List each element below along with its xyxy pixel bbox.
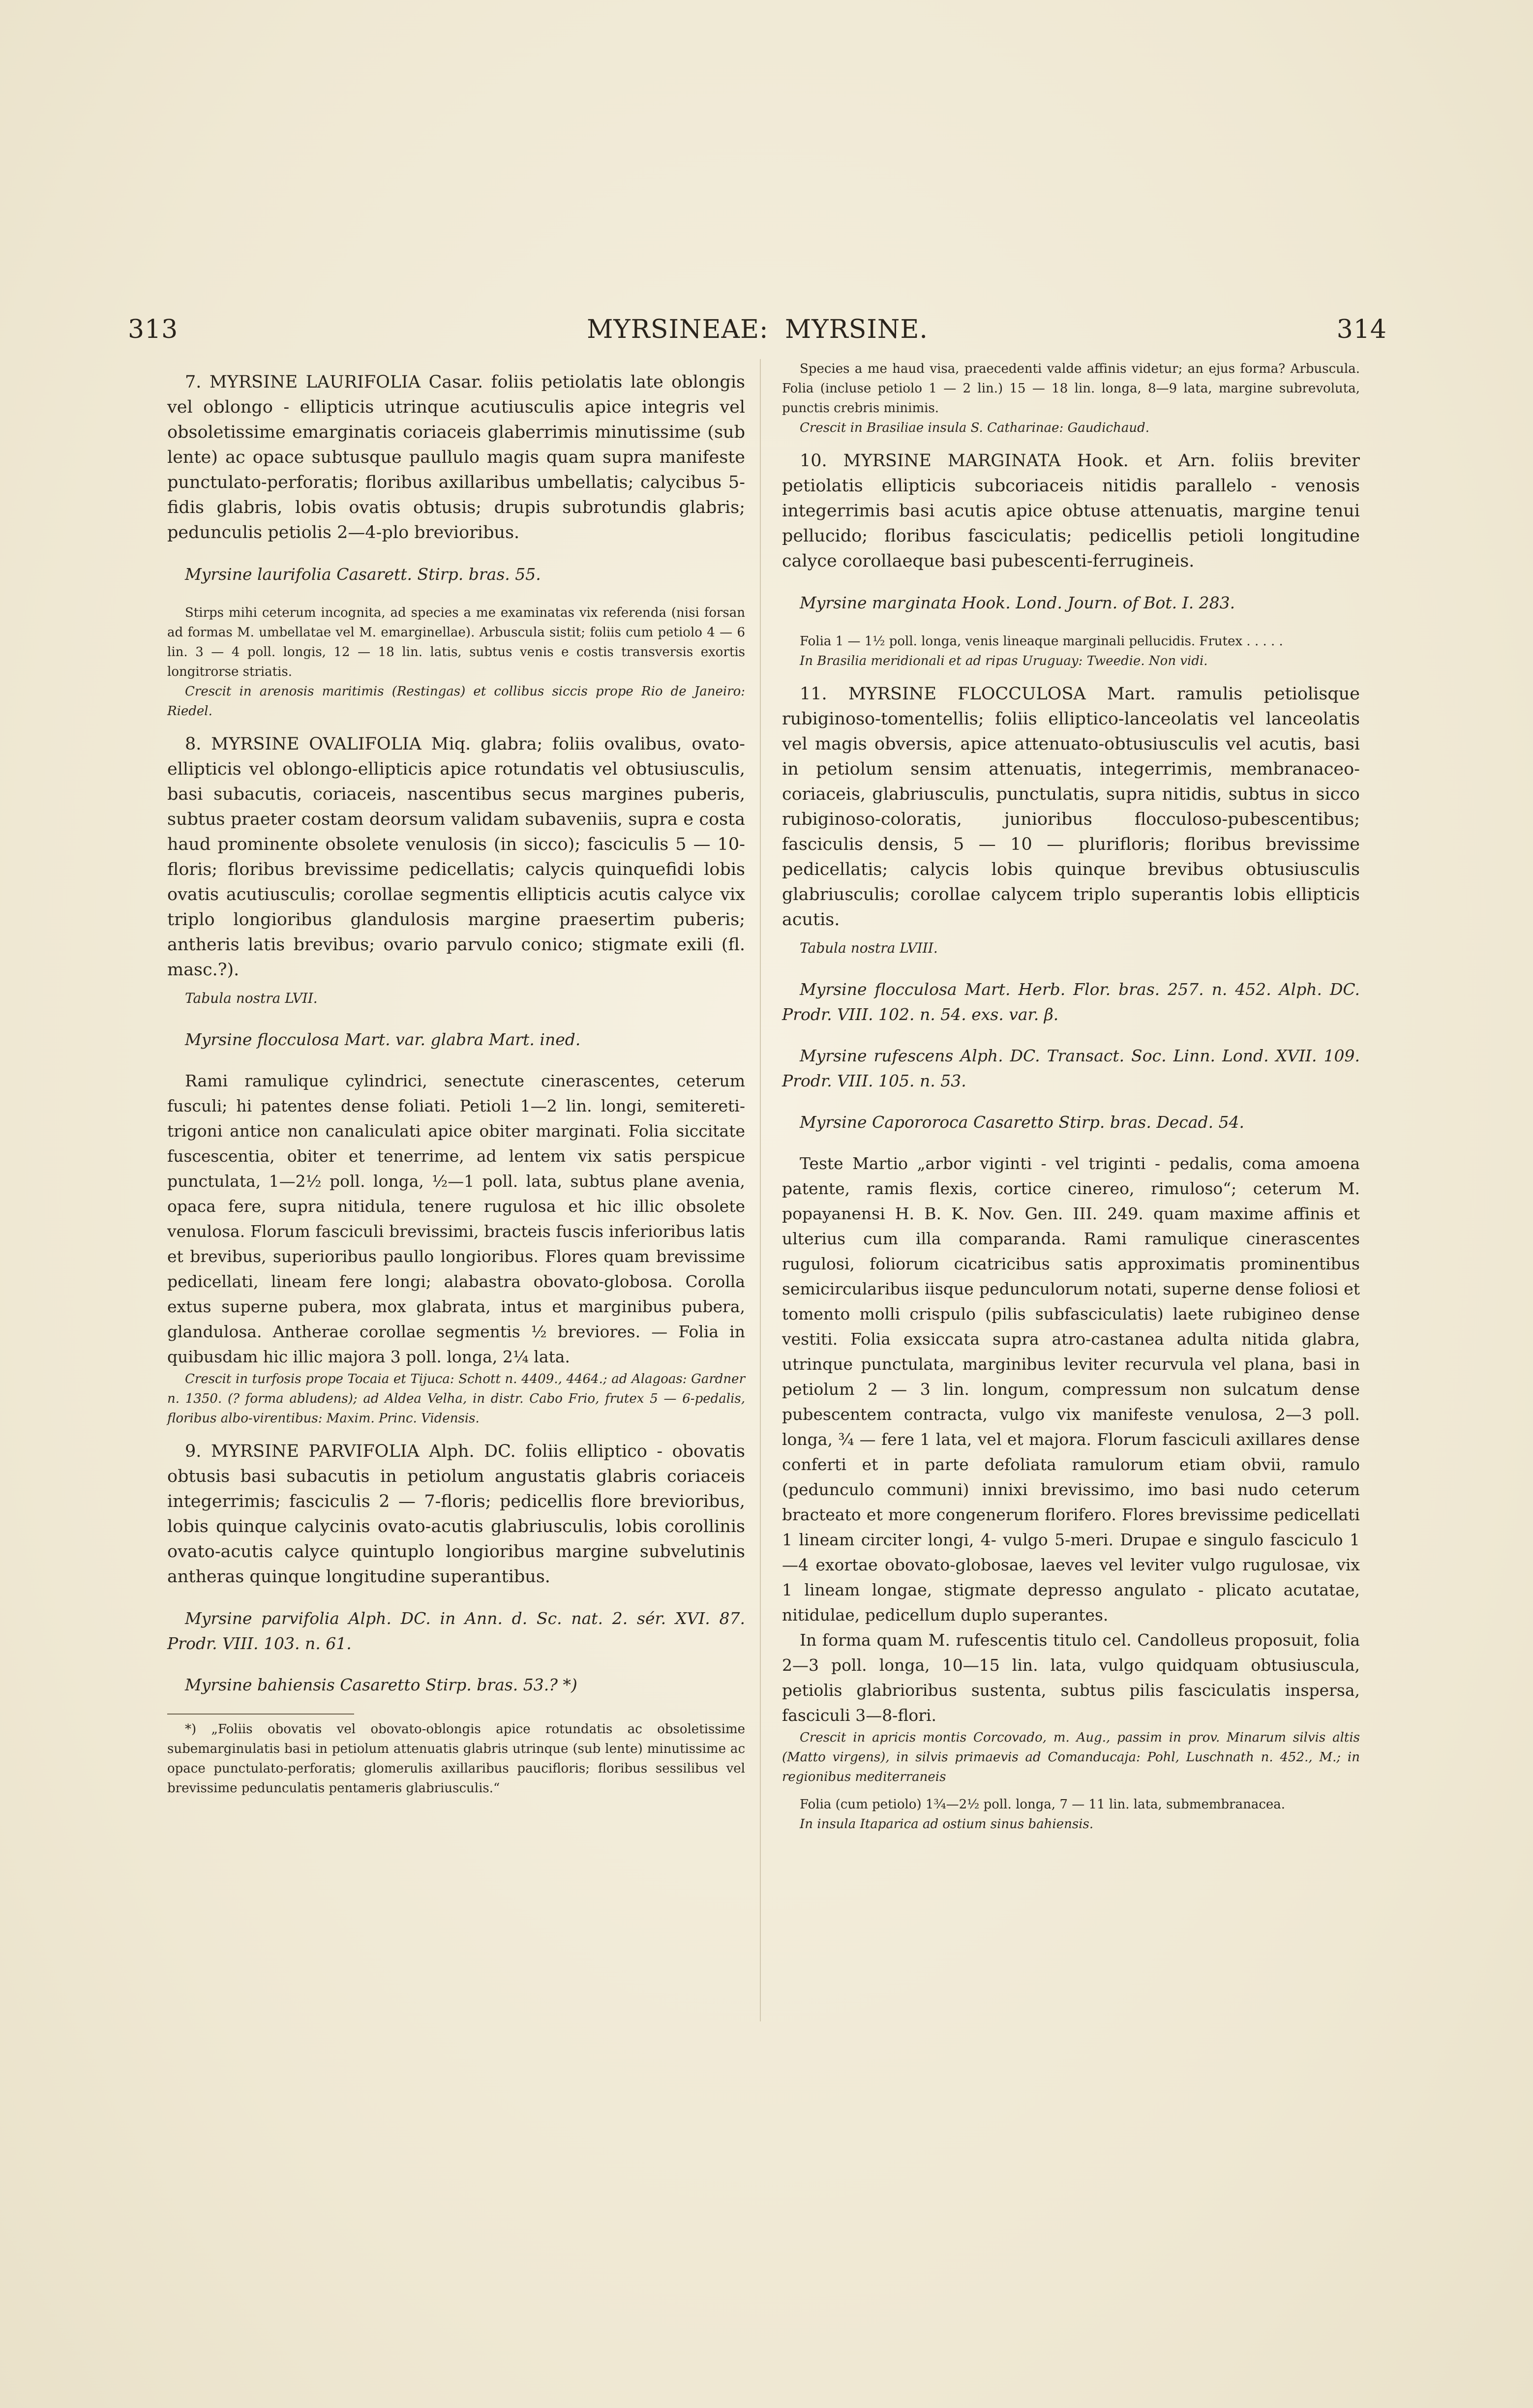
left-column bbox=[167, 359, 745, 1798]
species-9 bbox=[167, 1439, 745, 1798]
spacer bbox=[782, 1787, 1360, 1795]
species-8-description: Rami ramulique cylindrici, senectute cinerascentes, ceterum fusculi; hi patentes dense foliati. Petioli 1—2 lin. longi, semitereti-trigoni antice non canaliculati apice obiter marginati. Folia siccitate fuscescentia, obiter et tenerrime, ad lentem vix satis perspicue punctulata, 1—2½ poll. longa, ½—1 poll. lata, subtus plane avenia, opaca fere, supra nitidula, tenere rugulosa et hic illic obsolete venulosa. Florum fasciculi brevissimi, bracteis fuscis inferioribus latis et brevibus, superioribus paullo longioribus. Flores quam brevissime pedicellati, lineam fere longi; alabastra obovato-globosa. Corolla extus superne pubera, mox glabrata, intus et marginibus pubera, glandulosa. Antherae corollae segmentis ½ breviores. — Folia in quibusdam hic illic majora 3 poll. longa, 2¼ lata. bbox=[167, 1071, 745, 1366]
species-11-synonym-3: Myrsine Capororoca Casaretto Stirp. bras. Decad. 54. bbox=[800, 1113, 1245, 1132]
continued-habitat: Crescit in Brasiliae insula S. Catharinae: Gaudichaud. bbox=[800, 421, 1150, 435]
species-8-diagnosis: 8. MYRSINE OVALIFOLIA Miq. glabra; foliis ovalibus, ovato-ellipticis vel oblongo-ellipticis apice rotundatis vel obtusiusculis, basi subacutis, coriaceis, nascentibus secus margines puberis, subtus praeter costam deorsum validam subaveniis, supra e costa haud prominente obsolete venulosis (in sicco); fasciculis 5 — 10-floris; floribus brevissime pedicellatis; calycis quinquefidi lobis ovatis acutiusculis; corollae segmentis ellipticis acutis calyce vix triplo longioribus glandulosis margine praesertim puberis; antheris latis brevibus; ovario parvulo conico; stigmate exili (fl. masc.?). bbox=[167, 734, 745, 980]
running-header bbox=[128, 315, 1387, 359]
page-number-left: 313 bbox=[128, 315, 179, 344]
species-11-description: Teste Martio „arbor viginti - vel triginti - pedalis, coma amoena patente, ramis flexis, cortice cinereo, rimuloso“; ceterum M. popayanensi H. B. K. Nov. Gen. III. 249. quam maxime affinis et ulterius cum illa comparanda. Rami ramulique cinerascentes rugulosi, foliorum cicatricibus satis approximatis prominentibus semicircularibus iisque pedunculorum notati, superne dense foliosi et tomento molli crispulo (pilis subfasciculatis) laete rubigineo dense vestiti. Folia exsiccata supra atro-castanea adulta nitida glabra, utrinque punctulata, marginibus leviter recurvula vel plana, basi in petiolum 2 — 3 lin. longum, compressum non sulcatum dense pubescentem contracta, vulgo vix manifeste venulosa, 2—3 poll. longa, ¾ — fere 1 lata, vel et majora. Florum fasciculi axillares dense conferti et in parte defoliata ramulorum etiam obvii, ramulo (pedunculo communi) innixi brevissimo, imo basi nudo ceterum bracteato et more congenerum florifero. Flores brevissime pedicellati 1 lineam circiter longi, 4- vulgo 5-meri. Drupae e singulo fasciculo 1—4 exortae obovato-globosae, laeves vel leviter vulgo rugulosae, vix 1 lineam longae, stigmate depresso angulato - plicato acutatae, nitidulae, pedicellum duplo superantes. bbox=[782, 1154, 1360, 1625]
species-11 bbox=[782, 682, 1360, 1834]
species-11-habitat-2: In insula Itaparica ad ostium sinus bahiensis. bbox=[800, 1817, 1094, 1832]
column-divider bbox=[760, 359, 761, 2021]
species-11-synonym-1: Myrsine flocculosa Mart. Herb. Flor. bras. 257. n. 452. Alph. DC. Prodr. VIII. 102. n. 54. exs. var. β. bbox=[782, 980, 1360, 1024]
species-11-habitat: Crescit in apricis montis Corcovado, m. Aug., passim in prov. Minarum silvis altis (Matto virgens), in silvis primaevis ad Comanducaja: Pohl, Luschnath n. 452., M.; in regionibus mediterraneis bbox=[782, 1730, 1360, 1784]
footnote-rule bbox=[167, 1714, 354, 1715]
species-9-synonym-2: Myrsine bahiensis Casaretto Stirp. bras. 53.? *) bbox=[185, 1675, 577, 1694]
species-8-synonym: Myrsine flocculosa Mart. var. glabra Mart. ined. bbox=[185, 1030, 581, 1049]
species-7-synonym: Myrsine laurifolia Casarett. Stirp. bras. 55. bbox=[185, 565, 541, 584]
species-10-diagnosis: 10. MYRSINE MARGINATA Hook. et Arn. foliis breviter petiolatis ellipticis subcoriaceis nitidis parallelo - venosis integerrimis basi acutis apice obtuse attenuatis, margine tenui pellucido; floribus fasciculatis; pedicellis petioli longitudine calyce corollaeque basi pubescenti-ferrugineis. bbox=[782, 451, 1360, 571]
species-10-habitat: In Brasilia meridionali et ad ripas Uruguay: Tweedie. Non vidi. bbox=[800, 654, 1208, 668]
species-10-note: Folia 1 — 1½ poll. longa, venis lineaque marginali pellucidis. Frutex . . . . . bbox=[800, 634, 1283, 649]
species-8-habitat: Crescit in turfosis prope Tocaia et Tijuca: Schott n. 4409., 4464.; ad Alagoas: Gardner n. 1350. (? forma abludens); ad Aldea Velha, in distr. Cabo Frio, frutex 5 — 6-pedalis, floribus albo-virentibus: Maxim. Princ. Vidensis. bbox=[167, 1372, 745, 1426]
running-title-genus: MYRSINE. bbox=[785, 315, 928, 344]
species-7-note: Stirps mihi ceterum incognita, ad species a me examinatas vix referenda (nisi forsan ad formas M. umbellatae vel M. emarginellae). Arbuscula sistit; foliis cum petiolo 4 — 6 lin. 3 — 4 poll. longis, 12 — 18 lin. latis, subtus venis e costis transversis exortis longitrorse striatis. bbox=[167, 605, 745, 679]
running-title bbox=[128, 315, 1387, 344]
species-11-synonym-2: Myrsine rufescens Alph. DC. Transact. Soc. Linn. Lond. XVII. 109. Prodr. VIII. 105. n. 53. bbox=[782, 1046, 1360, 1090]
species-7-diagnosis: 7. MYRSINE LAURIFOLIA Casar. foliis petiolatis late oblongis vel oblongo - ellipticis utrinque acutiusculis apice integris vel obsoletissime emarginatis coriaceis glaberrimis minutissime (sub lente) ac opace subtusque paullulo magis quam supra manifeste punctulato-perforatis; floribus axillaribus umbellatis; calycibus 5-fidis glabris, lobis ovatis obtusis; drupis subrotundis glabris; pedunculis petiolis 2—4-plo brevioribus. bbox=[167, 372, 745, 542]
species-11-plate: Tabula nostra LVIII. bbox=[800, 940, 938, 956]
species-7-habitat: Crescit in arenosis maritimis (Restingas) et collibus siccis prope Rio de Janeiro: Riedel. bbox=[167, 684, 745, 719]
species-9-diagnosis: 9. MYRSINE PARVIFOLIA Alph. DC. foliis elliptico - obovatis obtusis basi subacutis in petiolum angustatis glabris coriaceis integerrimis; fasciculis 2 — 7-floris; pedicellis flore brevioribus, lobis quinque calycinis ovato-acutis glabriusculis, lobis corollinis ovato-acutis calyce quintuplo longioribus margine subvelutinis antheras quinque longitudine superantibus. bbox=[167, 1442, 745, 1587]
page-number-right: 314 bbox=[1336, 315, 1387, 344]
running-title-family: MYRSINEAE: bbox=[587, 315, 769, 344]
species-8-plate: Tabula nostra LVII. bbox=[185, 990, 318, 1006]
species-11-diagnosis: 11. MYRSINE FLOCCULOSA Mart. ramulis petiolisque rubiginoso-tomentellis; foliis elliptico-lanceolatis vel lanceolatis vel magis obversis, apice attenuato-obtusiusculis vel acutis, basi in petiolum sensim attenuatis, integerrimis, membranaceo-coriaceis, glabriusculis, punctulatis, supra nitidis, subtus in sicco rubiginoso-coloratis, junioribus flocculoso-pubescentibus; fasciculis densis, 5 — 10 — plurifloris; floribus brevissime pedicellatis; calycis lobis quinque brevibus obtusiusculis glabriusculis; corollae calycem triplo superantis lobis ellipticis acutis. bbox=[782, 684, 1360, 930]
species-11-description-2: In forma quam M. rufescentis titulo cel. Candolleus proposuit, folia 2—3 poll. longa, 10—15 lin. lata, vulgo quidquam obtusiuscula, petiolis glabrioribus sustenta, subtus pilis fasciculatis inspersa, fasciculi 3—8-flori. bbox=[782, 1630, 1360, 1725]
species-10-synonym: Myrsine marginata Hook. Lond. Journ. of Bot. I. 283. bbox=[800, 593, 1235, 612]
species-7 bbox=[167, 370, 745, 721]
species-11-note: Folia (cum petiolo) 1¾—2½ poll. longa, 7 — 11 lin. lata, submembranacea. bbox=[800, 1797, 1286, 1812]
species-9-footnote: *) „Foliis obovatis vel obovato-oblongis apice rotundatis ac obsoletissime subemarginulatis basi in petiolum attenuatis glabris utrinque (sub lente) minutissime ac opace punctulato-perforatis; glomerulis axillaribus paucifloris; floribus sessilibus vel brevissime pedunculatis pentameris glabriusculis.“ bbox=[167, 1722, 745, 1796]
right-column bbox=[782, 359, 1360, 1834]
continued-note: Species a me haud visa, praecedenti valde affinis videtur; an ejus forma? Arbuscula. Folia (incluse petiolo 1 — 2 lin.) 15 — 18 lin. longa, 8—9 lata, margine subrevoluta, punctis crebris minimis. bbox=[782, 361, 1360, 416]
species-9-synonym-1: Myrsine parvifolia Alph. DC. in Ann. d. Sc. nat. 2. sér. XVI. 87. Prodr. VIII. 103. n. 61. bbox=[167, 1609, 745, 1653]
species-10 bbox=[782, 449, 1360, 671]
species-8 bbox=[167, 732, 745, 1428]
